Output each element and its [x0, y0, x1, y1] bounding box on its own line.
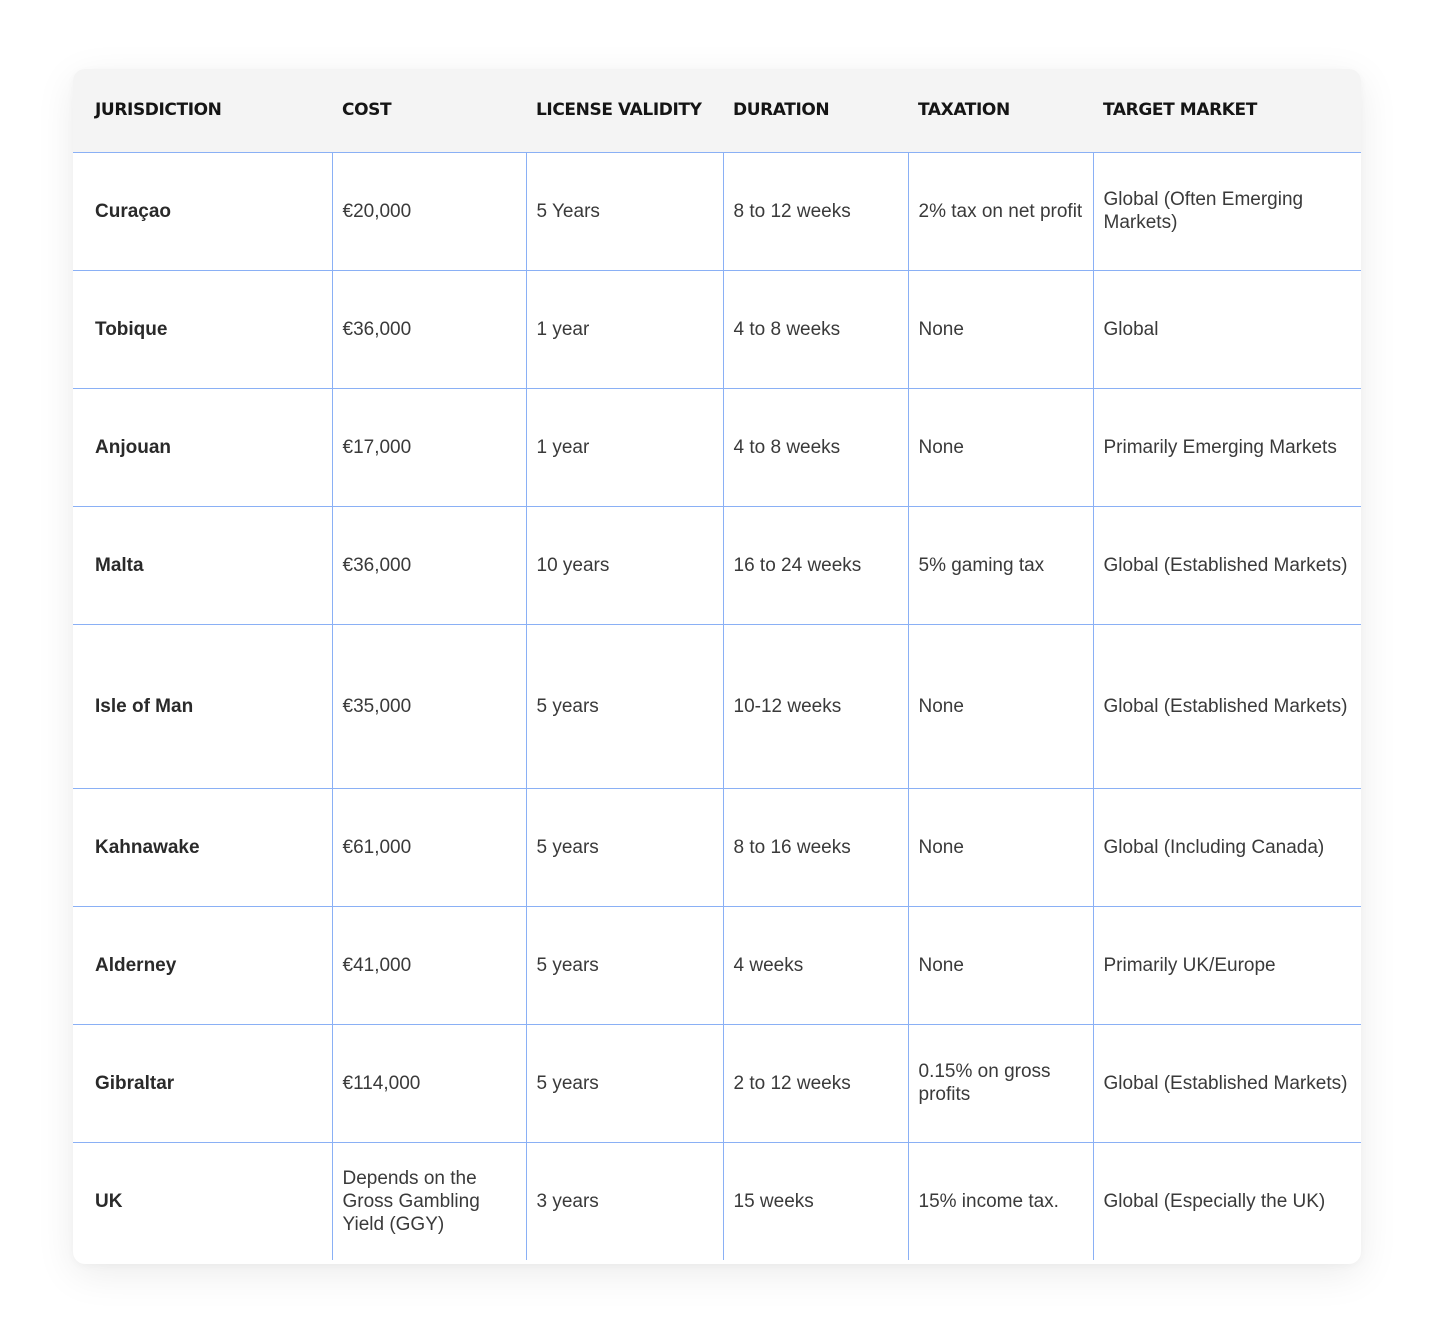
cell-license-validity: 1 year — [526, 388, 723, 506]
header-row — [73, 69, 1361, 152]
cell-cost: Depends on the Gross Gambling Yield (GGY) — [332, 1142, 526, 1260]
cell-target-market: Primarily UK/Europe — [1093, 906, 1361, 1024]
cell-duration: 10-12 weeks — [723, 624, 908, 788]
cell-cost: €61,000 — [332, 788, 526, 906]
cell-duration: 15 weeks — [723, 1142, 908, 1260]
cell-taxation: None — [908, 624, 1093, 788]
cell-taxation: None — [908, 270, 1093, 388]
table-body — [73, 152, 1361, 1260]
cell-duration: 2 to 12 weeks — [723, 1024, 908, 1142]
table-row — [73, 906, 1361, 1024]
cell-duration: 4 to 8 weeks — [723, 270, 908, 388]
table-row — [73, 1024, 1361, 1142]
header-target-market: TARGET MARKET — [1093, 69, 1361, 152]
cell-jurisdiction: Malta — [73, 506, 332, 624]
cell-cost: €41,000 — [332, 906, 526, 1024]
cell-duration: 4 to 8 weeks — [723, 388, 908, 506]
cell-license-validity: 3 years — [526, 1142, 723, 1260]
cell-jurisdiction: Alderney — [73, 906, 332, 1024]
cell-cost: €17,000 — [332, 388, 526, 506]
cell-jurisdiction: Anjouan — [73, 388, 332, 506]
cell-target-market: Global (Established Markets) — [1093, 624, 1361, 788]
cell-taxation: 15% income tax. — [908, 1142, 1093, 1260]
cell-jurisdiction: Curaçao — [73, 152, 332, 270]
cell-jurisdiction: UK — [95, 1190, 123, 1212]
cell-cost: €36,000 — [332, 270, 526, 388]
cell-duration: 8 to 12 weeks — [723, 152, 908, 270]
header-cost: COST — [332, 69, 526, 152]
cell-target-market: Global (Established Markets) — [1093, 1024, 1361, 1142]
cell-target-market: Global — [1093, 270, 1361, 388]
cell-target-market: Primarily Emerging Markets — [1093, 388, 1361, 506]
table-row — [73, 152, 1361, 270]
cell-cost: €20,000 — [332, 152, 526, 270]
cell-license-validity: 5 years — [526, 624, 723, 788]
cell-duration: 4 weeks — [723, 906, 908, 1024]
cell-target-market: Global (Established Markets) — [1093, 506, 1361, 624]
header-taxation: TAXATION — [908, 69, 1093, 152]
cell-cost: €114,000 — [332, 1024, 526, 1142]
cell-target-market: Global (Especially the UK) — [1093, 1142, 1361, 1260]
table-row — [73, 506, 1361, 624]
cell-duration: 16 to 24 weeks — [723, 506, 908, 624]
cell-taxation: 5% gaming tax — [908, 506, 1093, 624]
cell-cost: €36,000 — [332, 506, 526, 624]
header-license-validity: LICENSE VALIDITY — [526, 69, 723, 152]
cell-license-validity: 1 year — [526, 270, 723, 388]
license-comparison-card — [73, 69, 1361, 1264]
table-row — [73, 788, 1361, 906]
cell-duration: 8 to 16 weeks — [723, 788, 908, 906]
cell-taxation: 2% tax on net profit — [908, 152, 1093, 270]
cell-taxation: None — [908, 906, 1093, 1024]
cell-taxation: 0.15% on gross profits — [908, 1024, 1093, 1142]
cell-cost: €35,000 — [332, 624, 526, 788]
cell-target-market: Global (Often Emerging Markets) — [1093, 152, 1361, 270]
table-row — [73, 624, 1361, 788]
cell-license-validity: 5 Years — [526, 152, 723, 270]
cell-license-validity: 5 years — [526, 1024, 723, 1142]
cell-taxation: None — [908, 388, 1093, 506]
cell-taxation: None — [908, 788, 1093, 906]
cell-target-market: Global (Including Canada) — [1093, 788, 1361, 906]
cell-license-validity: 5 years — [526, 788, 723, 906]
table-header — [73, 69, 1361, 152]
cell-jurisdiction: Kahnawake — [73, 788, 332, 906]
table-row — [73, 1142, 1361, 1260]
cell-jurisdiction: Isle of Man — [73, 624, 332, 788]
cell-jurisdiction: Tobique — [73, 270, 332, 388]
table-row — [73, 270, 1361, 388]
cell-jurisdiction: Gibraltar — [73, 1024, 332, 1142]
header-duration: DURATION — [723, 69, 908, 152]
license-comparison-table — [73, 69, 1361, 1260]
header-jurisdiction: JURISDICTION — [73, 69, 332, 152]
cell-license-validity: 5 years — [526, 906, 723, 1024]
table-row — [73, 388, 1361, 506]
cell-license-validity: 10 years — [526, 506, 723, 624]
